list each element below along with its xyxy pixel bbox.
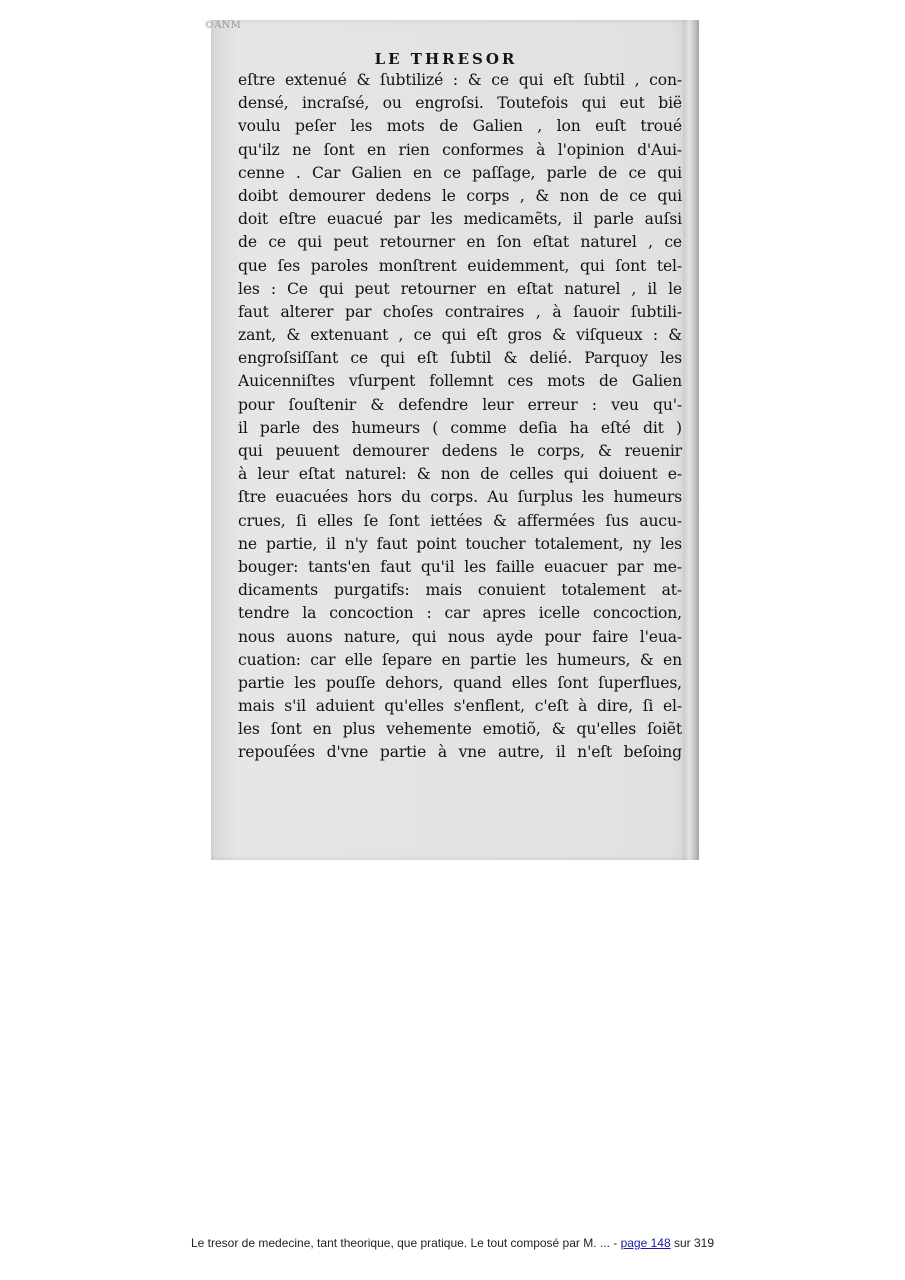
text-line: crues, ſi elles ſe ſont iettées & affermées ſus aucu- — [238, 511, 682, 530]
text-line: les ſont en plus vehemente emotiõ, & qu'elles ſoiẽt — [238, 720, 682, 739]
text-line: dicaments purgatifs: mais conuient totalement at- — [238, 581, 682, 600]
text-line: à leur eſtat naturel: & non de celles qui doiuent e- — [238, 465, 682, 484]
running-head: LE THRESOR — [374, 50, 518, 68]
text-line: eſtre extenué & ſubtilizé : & ce qui eſt ſubtil , con- — [238, 71, 682, 89]
text-line: Auicenniſtes vſurpent follemnt ces mots de Galien — [238, 372, 682, 391]
text-line: doit eſtre euacué par les medicamẽts, il parle auſsi — [238, 210, 682, 229]
text-line: voulu peſer les mots de Galien , lon euſt troué — [238, 117, 682, 136]
text-line: tendre la concoction : car apres icelle concoction, — [238, 604, 682, 623]
page-text-block — [238, 69, 682, 765]
text-line: mais s'il aduient qu'elles s'enflent, c'eſt à dire, ſi el- — [238, 697, 682, 716]
text-line: il parle des humeurs ( comme deſia ha eſté dit ) — [238, 418, 682, 437]
text-line: partie les pouſſe dehors, quand elles ſont ſuperflues, — [238, 673, 682, 692]
footer-page-total: sur 319 — [670, 1236, 714, 1250]
text-line: engroſsiſſant ce qui eſt ſubtil & delié. Parquoy les — [238, 349, 682, 368]
footer-caption — [0, 1236, 905, 1250]
text-line: les : Ce qui peut retourner en eſtat naturel , il le — [238, 279, 682, 298]
watermark: ©ANM — [204, 20, 242, 31]
page-number-link[interactable]: page 148 — [620, 1236, 671, 1250]
text-line: densé, incraſsé, ou engroſsi. Toutefois qui eut bië — [238, 94, 682, 113]
text-line: doibt demourer dedens le corps , & non de ce qui — [238, 186, 682, 205]
text-line: zant, & extenuant , ce qui eſt gros & viſqueux : & — [238, 326, 682, 345]
text-line: de ce qui peut retourner en ſon eſtat naturel , ce — [238, 233, 682, 252]
text-line: faut alterer par choſes contraires , à ſauoir ſubtili- — [238, 302, 682, 321]
text-line: repouſées d'vne partie à vne autre, il n'eſt beſoing — [238, 743, 682, 762]
text-line: cuation: car elle ſepare en partie les humeurs, & en — [238, 650, 682, 669]
page-gutter-shadow — [683, 20, 699, 860]
text-line: cenne . Car Galien en ce paſſage, parle de ce qui — [238, 163, 682, 182]
text-line: ſtre euacuées hors du corps. Au ſurplus les humeurs — [238, 488, 682, 507]
text-line: qui peuuent demourer dedens le corps, & reuenir — [238, 442, 682, 460]
text-line: pour ſouſtenir & defendre leur erreur : veu qu'- — [238, 395, 682, 414]
text-line: qu'ilz ne ſont en rien conformes à l'opinion d'Aui- — [238, 140, 682, 159]
text-line: que ſes paroles monſtrent euidemment, qui ſont tel- — [238, 256, 682, 275]
footer-title: Le tresor de medecine, tant theorique, que pratique. Le tout composé par M. ... - — [190, 1236, 621, 1250]
text-line: bouger: tants'en faut qu'il les faille euacuer par me- — [238, 557, 682, 576]
text-line: nous auons nature, qui nous ayde pour faire l'eua- — [238, 627, 682, 646]
text-line: ne partie, il n'y faut point toucher totalement, ny les — [238, 534, 682, 553]
